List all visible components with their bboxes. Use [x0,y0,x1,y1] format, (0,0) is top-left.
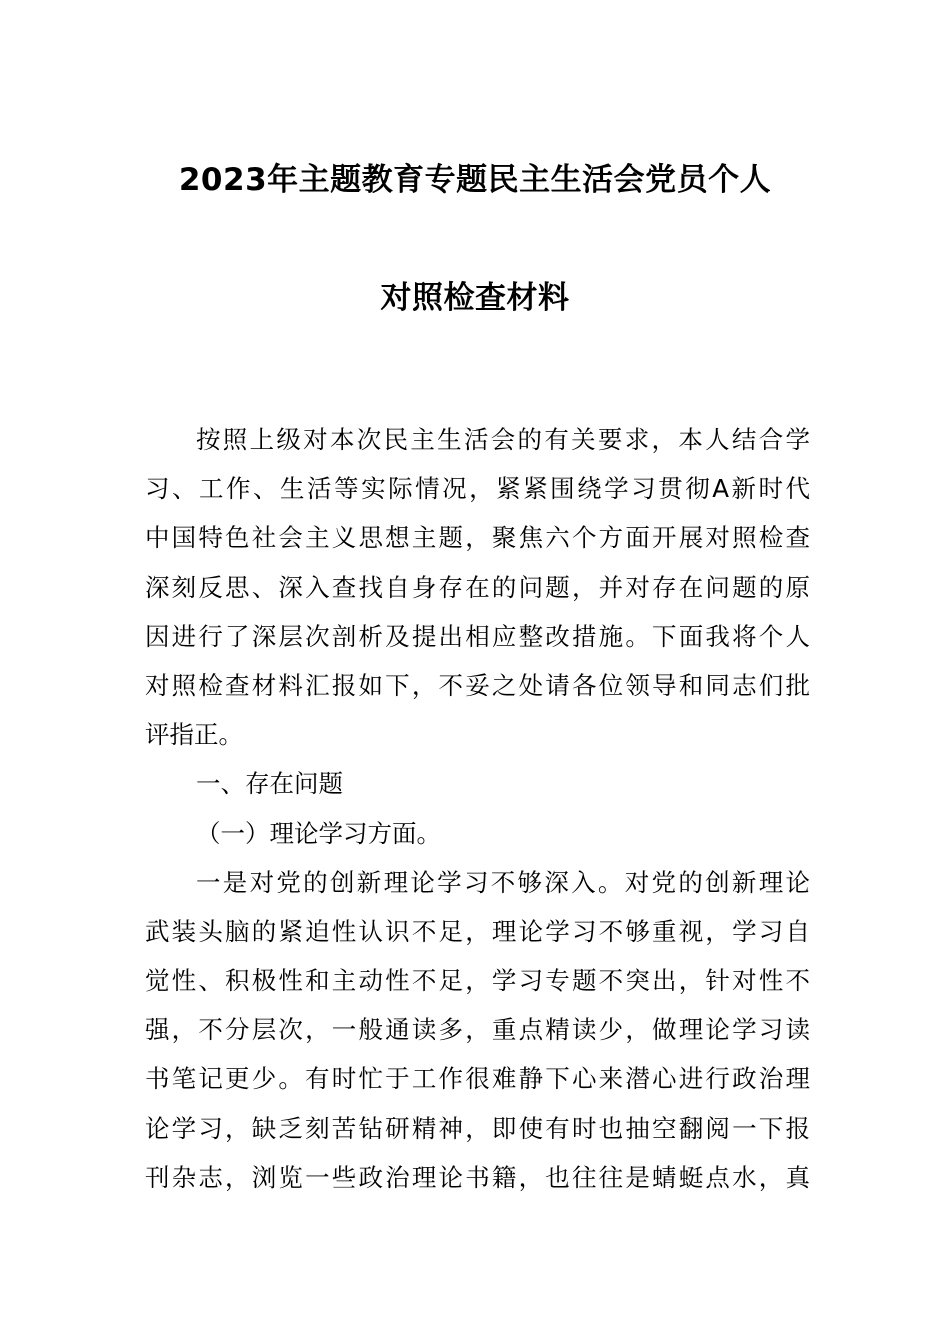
subsection-heading: （一）理论学习方面。 [196,818,441,848]
paragraph-line: 书笔记更少。有时忙于工作很难静下心来潜心进行政治理 [145,1064,810,1094]
intro-line: 评指正。 [145,720,243,750]
section-heading: 一、存在问题 [196,769,343,799]
paragraph-line: 觉性、积极性和主动性不足，学习专题不突出，针对性不 [145,966,810,996]
intro-line: 深刻反思、深入查找自身存在的问题，并对存在问题的原 [145,572,810,602]
paragraph-line: 强，不分层次，一般通读多，重点精读少，做理论学习读 [145,1015,810,1045]
document-title-line-2: 对照检查材料 [380,280,570,316]
paragraph-line: 武装头脑的紧迫性认识不足，理论学习不够重视，学习自 [145,916,810,946]
paragraph-line: 一是对党的创新理论学习不够深入。对党的创新理论 [196,867,810,897]
paragraph-line: 论学习，缺乏刻苦钻研精神，即使有时也抽空翻阅一下报 [145,1113,810,1143]
intro-line: 习、工作、生活等实际情况，紧紧围绕学习贯彻A新时代 [145,474,810,504]
intro-line: 按照上级对本次民主生活会的有关要求，本人结合学 [196,425,810,454]
document-body [145,415,810,1202]
intro-line: 因进行了深层次剖析及提出相应整改措施。下面我将个人 [145,621,810,651]
intro-line: 对照检查材料汇报如下，不妥之处请各位领导和同志们批 [145,670,810,700]
paragraph-line: 刊杂志，浏览一些政治理论书籍，也往往是蜻蜓点水，真 [145,1162,810,1192]
document-title-line-1: 2023年主题教育专题民主生活会党员个人 [178,162,772,198]
intro-line: 中国特色社会主义思想主题，聚焦六个方面开展对照检查 [145,523,810,553]
